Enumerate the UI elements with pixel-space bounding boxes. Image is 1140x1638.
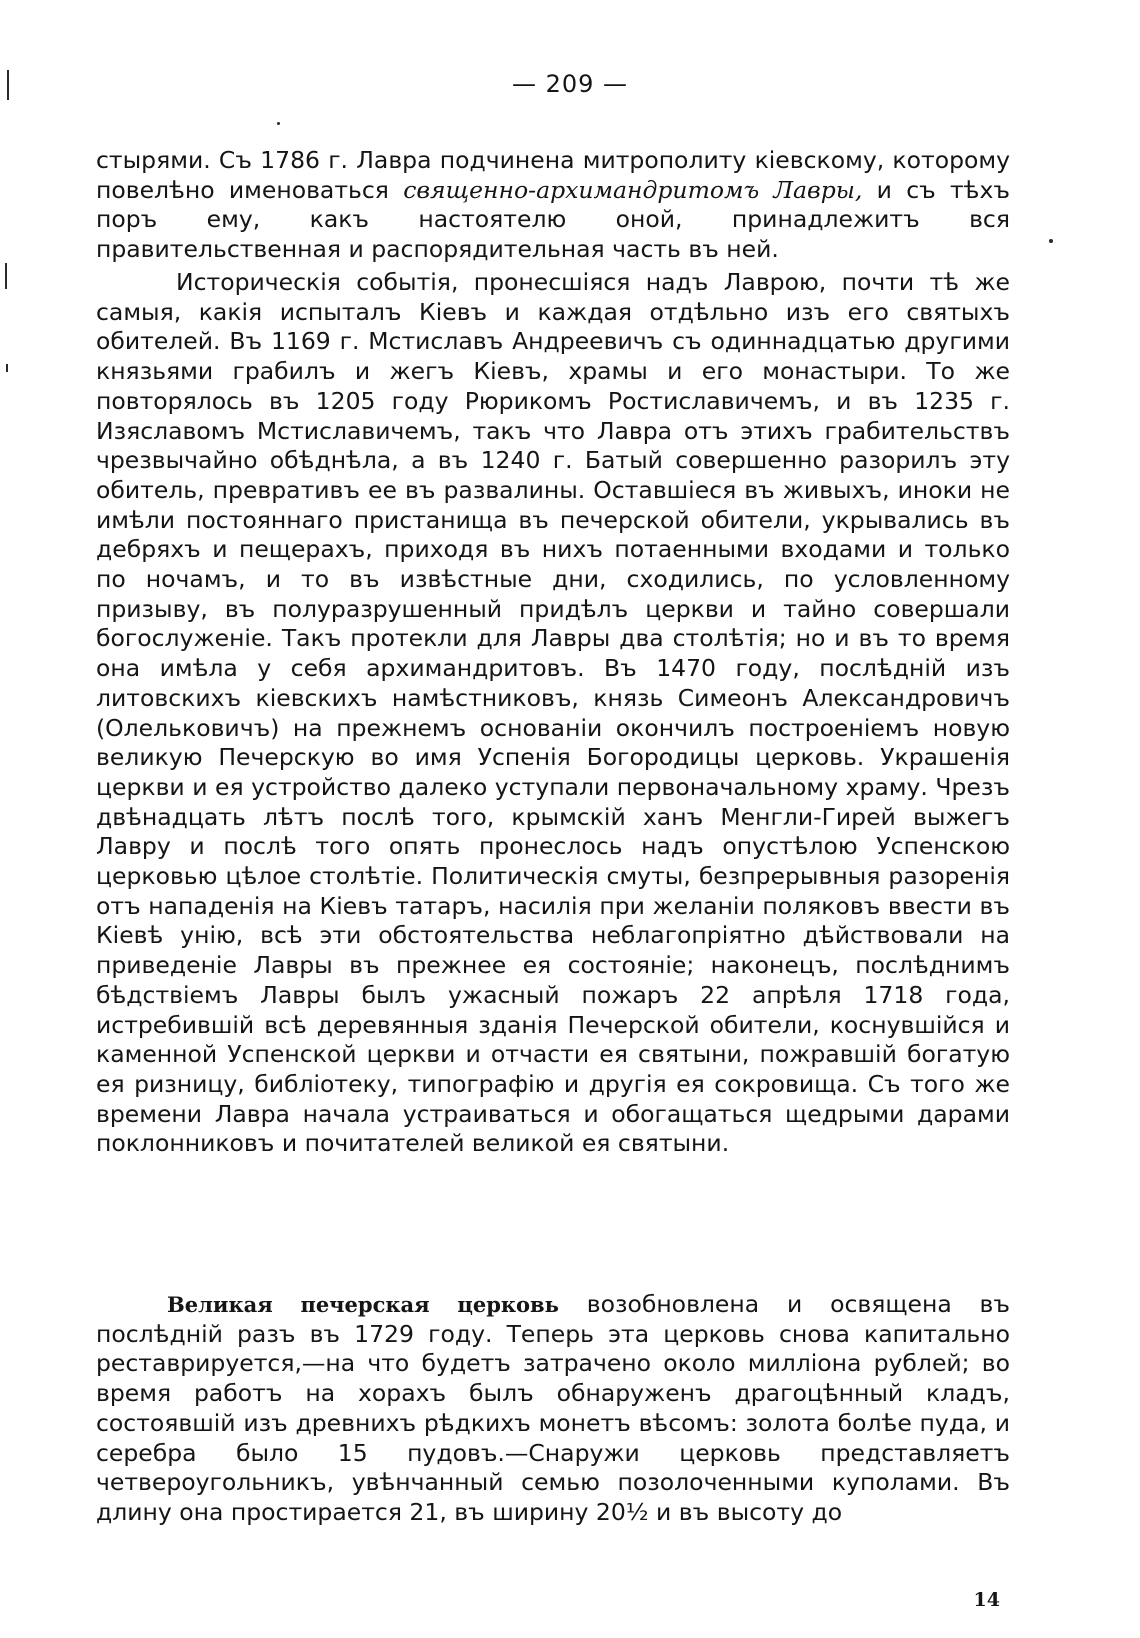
paragraph-1 [96, 146, 1010, 265]
paragraph-1-lead: стырями. Съ 1786 г. Лавра подчинена митрополиту кіевскому, которому повелѣно именоваться [96, 146, 1010, 204]
paragraph-3-tail: возобновлена и освящена въ послѣдній разъ въ 1729 году. Теперь эта церковь снова капитально реставрируется,—на что будетъ затрачено около милліона рублей; во время работъ на хорахъ былъ обнаруженъ драгоцѣнный кладъ, состоявшій изъ древнихъ рѣдкихъ монетъ вѣсомъ: золота болѣе пуда, и серебра было 15 пудовъ.—Снаружи церковь представляетъ четвероугольникъ, увѣнчанный семью позолоченными куполами. Въ длину она простирается 21, въ ширину 20½ и въ высоту до [96, 1290, 1010, 1526]
page-number: — 209 — [511, 70, 629, 98]
section-heading-term: Великая печерская церковь [167, 1292, 559, 1317]
scan-artifact [277, 122, 280, 125]
paragraph-2-text: Историческія событія, пронесшіяся надъ Лаврою, почти тѣ же самыя, какія испыталъ Кіевъ и каждая отдѣльно изъ его святыхъ обителей. Въ 1169 г. Мстиславъ Андреевичъ съ одиннадцатью другими князьями грабилъ и жегъ Кіевъ, храмы и его монастыри. То же повторялось въ 1205 году Рюрикомъ Ростиславичемъ, и въ 1235 г. Изяславомъ Мстиславичемъ, такъ что Лавра отъ этихъ грабительствъ чрезвычайно обѣднѣла, а въ 1240 г. Батый совершенно разорилъ эту обитель, превративъ ее въ развалины. Оставшіеся въ живыхъ, иноки не имѣли постояннаго пристанища въ печерской обители, укрывались въ дебряхъ и пещерахъ, приходя въ нихъ потаенными входами и только по ночамъ, и то въ извѣстные дни, сходились, по условленному призыву, въ полуразрушенный придѣлъ церкви и тайно совершали богослуженіе. Такъ протекли для Лавры два столѣтія; но и въ то время она имѣла у себя архимандритовъ. Въ 1470 году, послѣдній изъ литовскихъ кіевскихъ намѣстниковъ, князь Симеонъ Александровичъ (Олельковичъ) на прежнемъ основаніи окончилъ построеніемъ новую великую Печерскую во имя Успенія Богородицы церковь. Украшенія церкви и ея устройство далеко уступали первоначальному храму. Чрезъ двѣнадцать лѣтъ послѣ того, крымскій ханъ Менгли-Гирей выжегъ Лавру и послѣ того опять пронеслось надъ опустѣлою Успенскою церковью цѣлое столѣтіе. Политическія смуты, безпрерывныя разоренія отъ нападенія на Кіевъ татаръ, насилія при желаніи поляковъ ввести въ Кіевѣ унію, всѣ эти обстоятельства неблагопріятно дѣйствовали на приведеніе Лавры въ прежнее ея состояніе; наконецъ, послѣднимъ бѣдствіемъ Лавры былъ ужасный пожаръ 22 апрѣля 1718 года, истребившій всѣ деревянныя зданія Печерской обители, коснувшійся и каменной Успенской церкви и отчасти ея святыни, пожравшій богатую ея ризницу, библіотеку, типографію и другія ея сокровища. Съ того же времени Лавра начала устраиваться и обогащаться щедрыми дарами поклонниковъ и почитателей великой ея святыни. [96, 268, 1010, 1158]
scan-artifact [1049, 239, 1053, 243]
italic-title-term: священно-архимандритомъ Лавры, [403, 175, 863, 204]
printer-signature-mark: 14 [973, 1589, 1000, 1611]
scan-artifact [6, 364, 8, 372]
paragraph-1-tail: и съ тѣхъ поръ ему, какъ настоятелю оной, принадлежитъ вся правительственная и распорядительная часть въ ней. [96, 175, 1010, 264]
paragraph-2 [96, 268, 1010, 1159]
scan-artifact [5, 263, 7, 289]
scan-artifact [7, 70, 9, 100]
paragraph-3 [96, 1290, 1010, 1528]
